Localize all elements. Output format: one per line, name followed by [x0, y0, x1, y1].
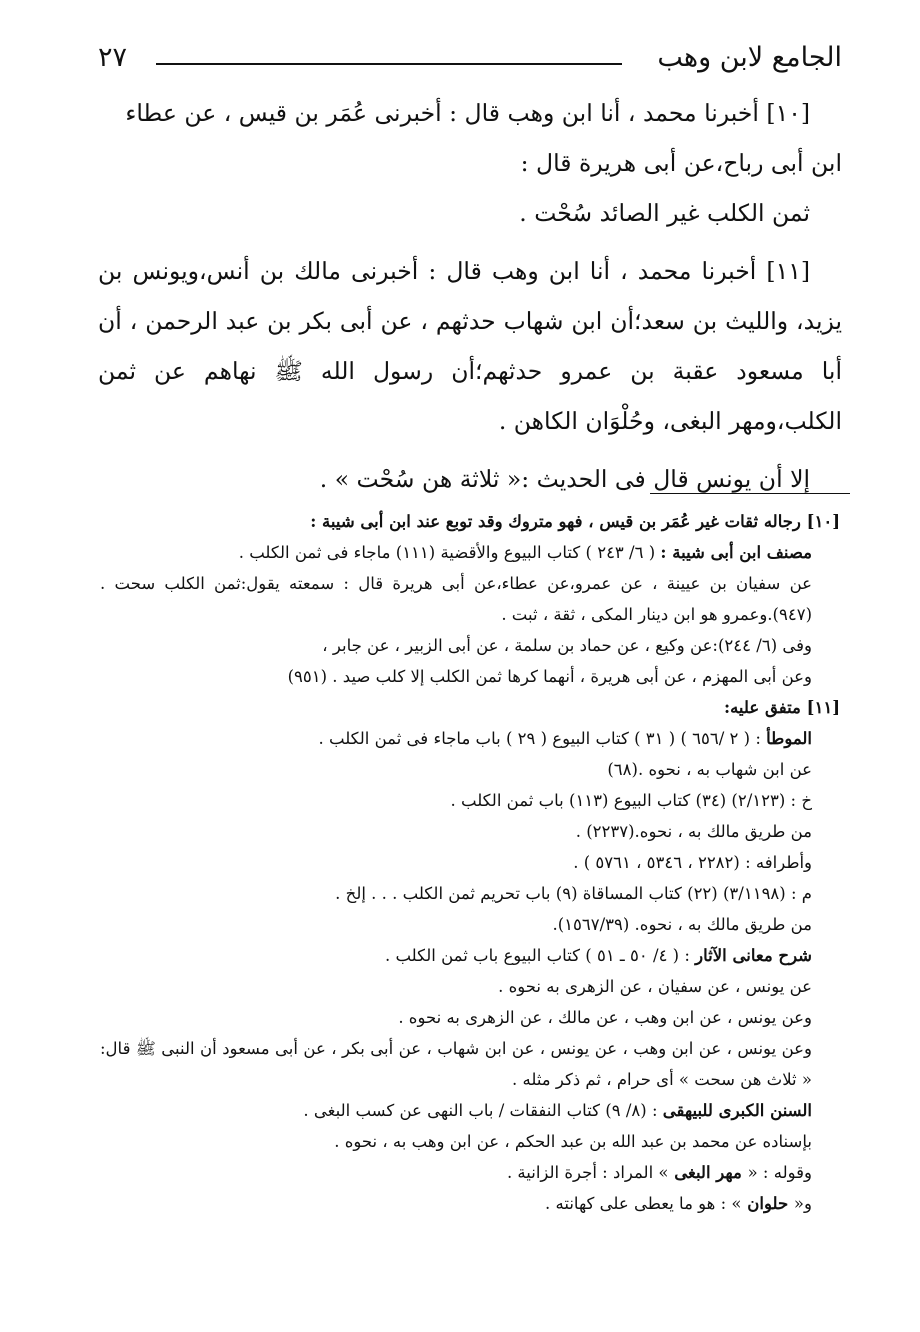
- footnote-line: وقوله : « مهر البغى » المراد : أجرة الزانية .: [506, 1163, 812, 1182]
- hadith-10-line-2: ابن أبى رباح،عن أبى هريرة قال :: [520, 149, 842, 177]
- footnote-line: وفى (٦/ ٢٤٤):عن وكيع ، عن حماد بن سلمة ، عن أبى الزبير ، عن جابر ،: [322, 636, 812, 655]
- footnote-line: خ : (٢/١٢٣) (٣٤) كتاب البيوع (١١٣) باب ثمن الكلب .: [450, 791, 812, 810]
- footnote-line: السنن الكبرى للبيهقى : (٨/ ٩) كتاب النفقات / باب النهى عن كسب البغى .: [303, 1101, 812, 1120]
- running-title: الجامع لابن وهب: [657, 42, 842, 73]
- footnote-line: م : (٣/١١٩٨) (٢٢) كتاب المساقاة (٩) باب تحريم ثمن الكلب . . . إلخ .: [335, 884, 812, 903]
- footnotes: [100, 506, 840, 1219]
- hadith-10-line-1: [١٠] أخبرنا محمد ، أنا ابن وهب قال : أخبرنى عُمَر بن قيس ، عن عطاء: [125, 99, 810, 127]
- hadith-11-paragraph: [١١] أخبرنا محمد ، أنا ابن وهب قال : أخبرنى مالك بن أنس،ويونس بن يزيد، والليث بن سعد؛أن ابن شهاب حدثهم ، عن أبى بكر بن عبد الرحمن ، أن أبا مسعود عقبة بن عمرو حدثهم؛أن رسول الله ﷺ نهاهم عن ثمن الكلب،ومهر البغى، وحُلْوَان الكاهن .: [98, 257, 842, 435]
- footnote-line: مصنف ابن أبى شيبة : ( ٦/ ٢٤٣ ) كتاب البيوع والأقضية (١١١) ماجاء فى ثمن الكلب .: [238, 543, 812, 562]
- footnote-separator: [650, 493, 850, 494]
- footnote-line: عن ابن شهاب به ، نحوه .(٦٨): [607, 760, 812, 779]
- hadith-11-addition: إلا أن يونس قال فى الحديث :« ثلاثة هن سُحْت » .: [319, 465, 810, 493]
- footnote-line: وعن أبى المهزم ، عن أبى هريرة ، أنهما كرها ثمن الكلب إلا كلب صيد . (٩٥١): [287, 667, 812, 686]
- footnote-line: بإسناده عن محمد بن عبد الله بن عبد الحكم ، عن ابن وهب به ، نحوه .: [334, 1132, 812, 1151]
- footnote-line: وأطرافه : (٢٢٨٢ ، ٥٣٤٦ ، ٥٧٦١ ) .: [573, 853, 812, 872]
- page-header: [98, 38, 842, 78]
- footnote-line: عن يونس ، عن سفيان ، عن الزهرى به نحوه .: [498, 977, 812, 996]
- footnote-line: وعن يونس ، عن ابن وهب ، عن يونس ، عن ابن شهاب ، عن أبى بكر ، عن أبى مسعود أن النبى ﷺ قال: « ثلاث هن سحت » أى حرام ، ثم ذكر مثله .: [100, 1039, 812, 1089]
- footnote-10-heading: [١٠] رجاله ثقات غير عُمَر بن قيس ، فهو متروك وقد توبع عند ابن أبى شيبة :: [310, 512, 840, 531]
- footnote-line: عن سفيان بن عيينة ، عن عمرو،عن عطاء،عن أبى هريرة قال : سمعته يقول:ثمن الكلب سحت . (٩٤٧).وعمرو هو ابن دينار المكى ، ثقة ، ثبت .: [100, 574, 812, 624]
- header-rule: [156, 63, 622, 65]
- footnote-11-heading: [١١] متفق عليه:: [724, 698, 840, 717]
- footnote-line: شرح معانى الآثار : ( ٤/ ٥٠ ـ ٥١ ) كتاب البيوع باب ثمن الكلب .: [384, 946, 812, 965]
- footnote-line: و« حلوان » : هو ما يعطى على كهانته .: [545, 1194, 812, 1213]
- footnote-line: من طريق مالك به ، نحوه. (١٥٦٧/٣٩).: [552, 915, 812, 934]
- footnote-line: الموطأ : ( ٢ /٦٥٦ ) ( ٣١ ) كتاب البيوع ( ٢٩ ) باب ماجاء فى ثمن الكلب .: [318, 729, 812, 748]
- footnote-line: من طريق مالك به ، نحوه.(٢٢٣٧) .: [575, 822, 812, 841]
- main-text: [98, 88, 842, 504]
- hadith-10-matn: ثمن الكلب غير الصائد سُحْت .: [519, 199, 810, 227]
- page-number: ٢٧: [98, 42, 128, 73]
- footnote-line: وعن يونس ، عن ابن وهب ، عن مالك ، عن الزهرى به نحوه .: [398, 1008, 812, 1027]
